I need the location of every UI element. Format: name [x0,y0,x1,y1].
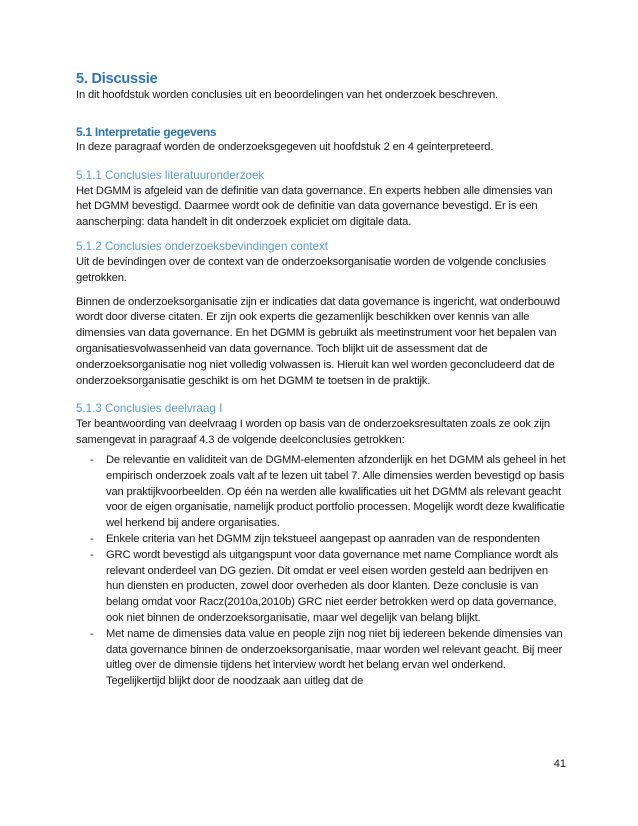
page-content [76,70,566,690]
section-5-1-heading: 5.1 Interpretatie gegevens [76,124,217,139]
list-item [76,532,566,548]
conclusion-list [76,453,566,690]
list-item-text: GRC wordt bevestigd als uitgangspunt voor data governance met name Compliance wordt als relevant onderdeel van DG gezien. Dit omdat er veel eisen worden gesteld aan bedrijven en hun diensten en producten, zowel door overheden als door klanten. Deze conclusie is van belang omdat voor Racz(2010a,2010b) GRC niet eerder betrokken werd op data governance, ook niet binnen de onderzoeksorganisatie, maar wel degelijk van belang blijkt. [106,548,559,624]
list-item-text: De relevantie en validiteit van de DGMM-elementen afzonderlijk en het DGMM als geheel in het empirisch onderzoek zoals valt af te lezen uit tabel 7. Alle dimensies werden bevestigd op basis van praktijkvoorbeelden. Op één na werden alle kwalificaties uit het DGMM als relevant geacht voor de eigen organisatie, namelijk product portfolio processen. Mogelijk wordt deze kwalificatie wel herkend bij andere organisaties. [106,453,566,530]
section-5-1-text: In deze paragraaf worden de onderzoeksgegeven uit hoofdstuk 2 en 4 geinterpreteerd. [76,140,494,153]
section-5-1-1-text: Het DGMM is afgeleid van de definitie van data governance. En experts hebben alle dimensies van het DGMM bevestigd. Daarmee wordt ook de definitie van data governance bevestigd. Er is een aanscherping: data handelt in dit onderzoek expliciet om digitale data. [76,184,553,229]
chapter-intro: In dit hoofdstuk worden conclusies uit en beoordelingen van het onderzoek beschreven. [76,89,498,101]
dash-bullet: - [90,532,94,545]
list-item-text: Enkele criteria van het DGMM zijn tekstueel aangepast op aanraden van de respondenten [106,532,540,545]
list-item-text: Met name de dimensies data value en people zijn nog niet bij iedereen bekende dimensies van data governance binnen de onderzoeksorganisatie, maar worden wel relevant geacht. Bij meer uitleg over de dimensie tijdens het interview wordt het belang ervan wel onderkend. Tegelijkertijd blijkt door de noodzaak aan uitleg dat de [106,627,563,688]
list-item [76,548,566,627]
page-number: 41 [553,758,566,770]
dash-bullet: - [90,627,94,640]
section-5-1-3-text: Ter beantwoording van deelvraag I worden op basis van de onderzoeksresultaten zoals ze ook zijn samengevat in paragraaf 4.3 de volgende deelconclusies getrokken: [76,418,550,447]
section-5-1-2-text-1: Uit de bevindingen over de context van de onderzoeksorganisatie worden de volgende conclusies getrokken. [76,255,546,284]
dash-bullet: - [90,453,94,466]
section-5-1-3-heading: 5.1.3 Conclusies deelvraag I [76,402,223,416]
list-item [76,453,566,532]
list-item [76,627,566,690]
dash-bullet: - [90,548,94,561]
section-5-1-2-text-2: Binnen de onderzoeksorganisatie zijn er indicaties dat data governance is ingericht, wat onderbouwd wordt door diverse citaten. Er zijn ook experts die gezamenlijk beschikken over kennis van alle dimensies van data governance. En het DGMM is gebruikt als meetinstrument voor het bepalen van organisatiesvolwassenheid van data governance. Toch blijkt uit de assessment dat de onderzoeksorganisatie nog niet volledig volwassen is. Hieruit kan wel worden geconcludeerd dat de onderzoeksorganisatie geschikt is om het DGMM te toetsen in de praktijk. [76,295,560,387]
section-5-1-1-heading: 5.1.1 Conclusies literatuuronderzoek [76,168,265,182]
section-5-1-2-heading: 5.1.2 Conclusies onderzoeksbevindingen context [76,239,329,253]
chapter-heading: 5. Discussie [76,71,158,87]
